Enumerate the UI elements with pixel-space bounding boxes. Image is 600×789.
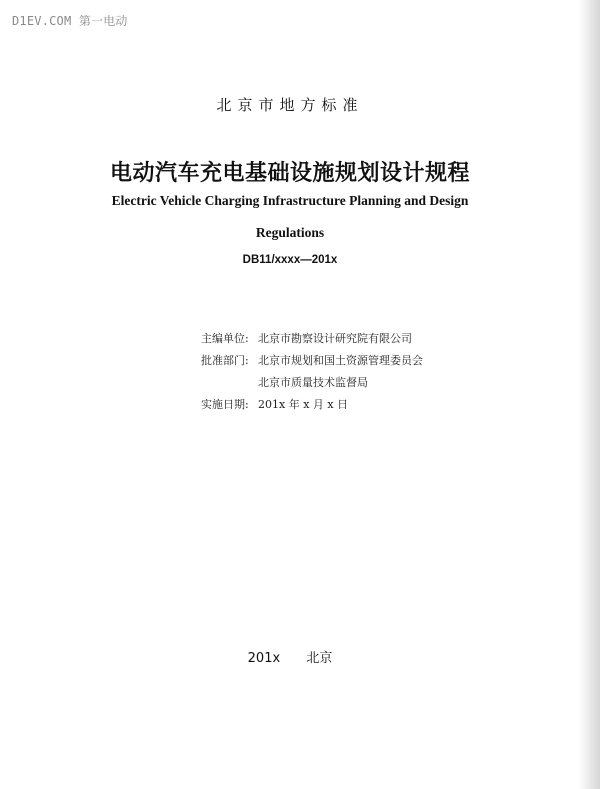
info-row-approver (201, 353, 423, 375)
page-edge-shadow (578, 0, 600, 789)
title-english-line1: Electric Vehicle Charging Infrastructure Planning and Design (111, 193, 469, 208)
info-label (201, 375, 258, 397)
standard-level: 北京市地方标准 (216, 96, 364, 114)
footer-city: 北京 (306, 651, 333, 666)
info-row-approver-2 (201, 375, 423, 397)
title-english-line2: Regulations (255, 225, 325, 240)
info-value: 北京市质量技术监督局 (258, 376, 368, 389)
info-label: 主编单位: (201, 332, 249, 345)
info-row-editor (201, 331, 423, 353)
info-value: 北京市勘察设计研究院有限公司 (258, 332, 412, 345)
info-value: 201x 年 x 月 x 日 (258, 398, 349, 411)
footer (0, 647, 580, 666)
info-row-effective-date (201, 397, 423, 419)
info-value: 北京市规划和国土资源管理委员会 (258, 354, 423, 367)
watermark: D1EV.COM 第一电动 (12, 14, 128, 28)
info-label: 批准部门: (201, 354, 249, 367)
info-block (201, 331, 423, 419)
title-chinese: 电动汽车充电基础设施规划设计规程 (109, 161, 470, 186)
standard-code: DB11/xxxx—201x (242, 254, 338, 266)
info-label: 实施日期: (201, 398, 249, 411)
footer-year: 201x (247, 651, 281, 666)
